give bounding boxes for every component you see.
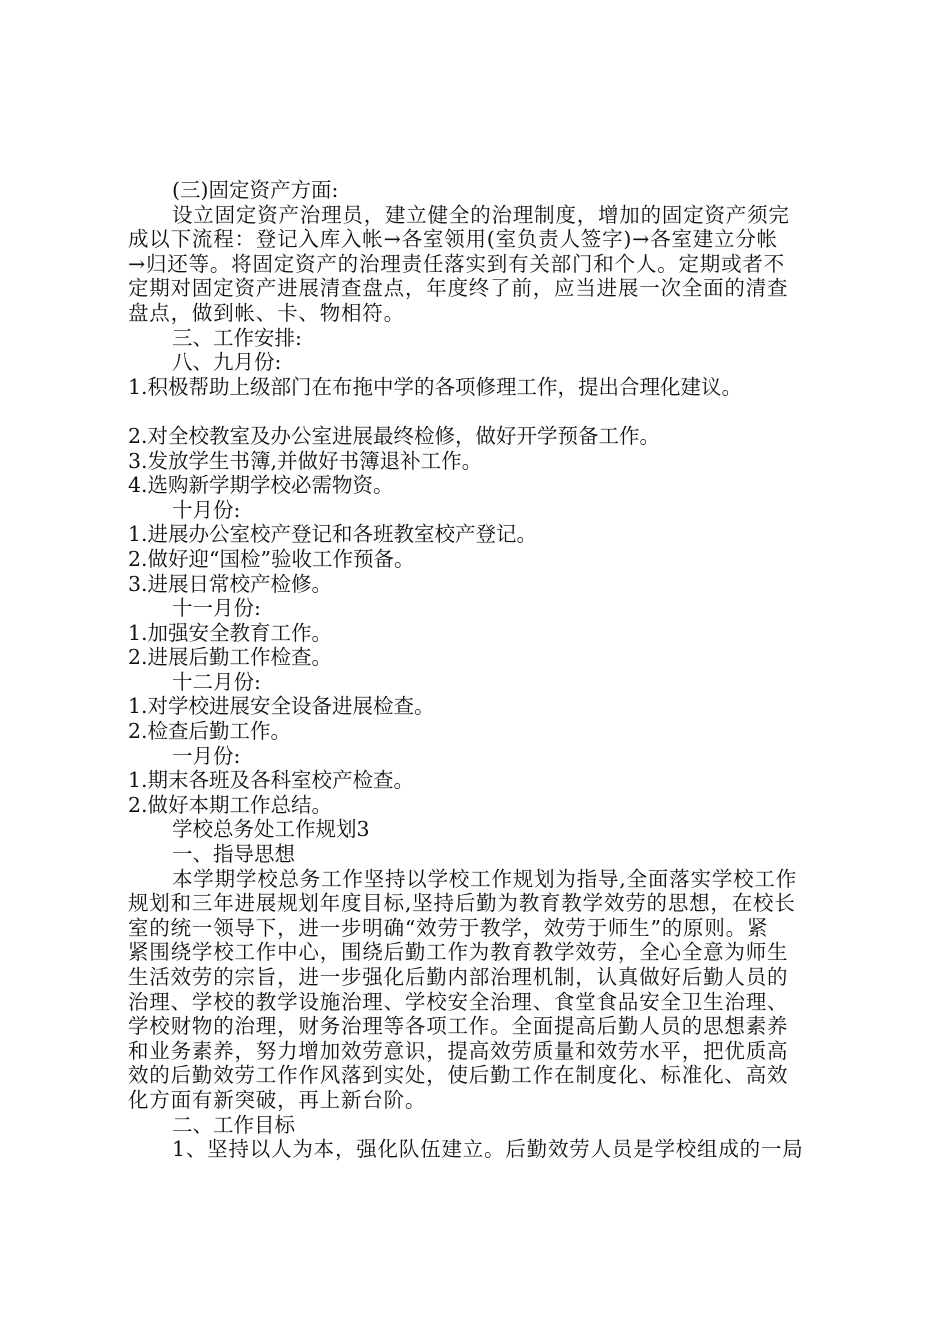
list-item: 1.积极帮助上级部门在布拖中学的各项修理工作，提出合理化建议。 <box>128 374 743 399</box>
section-heading: 八、九月份: <box>172 350 282 375</box>
list-item: 2.做好本期工作总结。 <box>128 792 333 817</box>
section-heading: 三、工作安排: <box>172 325 302 350</box>
paragraph-line: 1、坚持以人为本，强化队伍建立。后勤效劳人员是学校组成的一局 <box>172 1137 804 1162</box>
list-item: 1.进展办公室校产登记和各班教室校产登记。 <box>128 522 538 547</box>
list-item: 1.期末各班及各科室校产检查。 <box>128 768 415 793</box>
paragraph-line: 学校财物的治理，财务治理等各项工作。全面提高后勤人员的思想素养 <box>128 1014 789 1039</box>
paragraph <box>128 203 848 326</box>
list-item: 1.对学校进展安全设备进展检查。 <box>128 694 435 719</box>
list-item: 2.做好迎“国检”验收工作预备。 <box>128 546 415 571</box>
paragraph-line: 紧围绕学校工作中心，围绕后勤工作为教育教学效劳，全心全意为师生 <box>128 940 789 965</box>
paragraph-line: 室的统一领导下，进一步明确“效劳于教学，效劳于师生”的原则。紧 <box>128 915 769 940</box>
paragraph-line: 本学期学校总务工作坚持以学校工作规划为指导,全面落实学校工作 <box>172 866 798 891</box>
section-heading: 十月份: <box>172 497 241 522</box>
document-body <box>128 178 848 1162</box>
paragraph-line: 化方面有新突破，再上新台阶。 <box>128 1087 427 1112</box>
section-heading: 二、工作目标 <box>172 1112 295 1137</box>
list-item: 2.对全校教室及办公室进展最终检修，做好开学预备工作。 <box>128 423 661 448</box>
paragraph-line: 和业务素养，努力增加效劳意识，提高效劳质量和效劳水平，把优质高 <box>128 1038 789 1063</box>
list-item: 1.加强安全教育工作。 <box>128 620 333 645</box>
list-item: 3.进展日常校产检修。 <box>128 571 333 596</box>
paragraph-line: →归还等。将固定资产的治理责任落实到有关部门和个人。定期或者不 <box>128 251 785 276</box>
list-item: 2.检查后勤工作。 <box>128 719 292 744</box>
paragraph-line: 规划和三年进展规划年度目标,坚持后勤为教育教学效劳的思想，在校长 <box>128 891 796 916</box>
section-heading: 学校总务处工作规划3 <box>172 817 370 842</box>
list-item: 2.进展后勤工作检查。 <box>128 645 333 670</box>
paragraph <box>128 1137 848 1162</box>
section-heading: 十一月份: <box>172 596 261 621</box>
paragraph-line: 成以下流程：登记入库入帐→各室领用(室负责人签字)→各室建立分帐 <box>128 227 778 252</box>
paragraph-line: 生活效劳的宗旨，进一步强化后勤内部治理机制，认真做好后勤人员的 <box>128 965 789 989</box>
paragraph-line: 盘点，做到帐、卡、物相符。 <box>128 300 405 325</box>
section-heading: 一月份: <box>172 743 241 768</box>
section-heading: (三)固定资产方面: <box>172 178 339 202</box>
list-item: 3.发放学生书簿,并做好书簿退补工作。 <box>128 448 483 473</box>
paragraph-line: 效的后勤效劳工作作风落到实处，使后勤工作在制度化、标准化、高效 <box>128 1063 789 1088</box>
paragraph-line: 设立固定资产治理员，建立健全的治理制度，增加的固定资产须完 <box>172 202 790 227</box>
paragraph-line: 定期对固定资产进展清查盘点，年度终了前，应当进展一次全面的清查 <box>128 276 789 301</box>
section-heading: 一、指导思想 <box>172 842 295 867</box>
paragraph <box>128 867 848 1113</box>
paragraph-line: 治理、学校的教学设施治理、学校安全治理、食堂食品安全卫生治理、 <box>128 989 789 1014</box>
list-item: 4.选购新学期学校必需物资。 <box>128 473 394 498</box>
blank-line <box>128 399 848 424</box>
section-heading: 十二月份: <box>172 669 261 694</box>
